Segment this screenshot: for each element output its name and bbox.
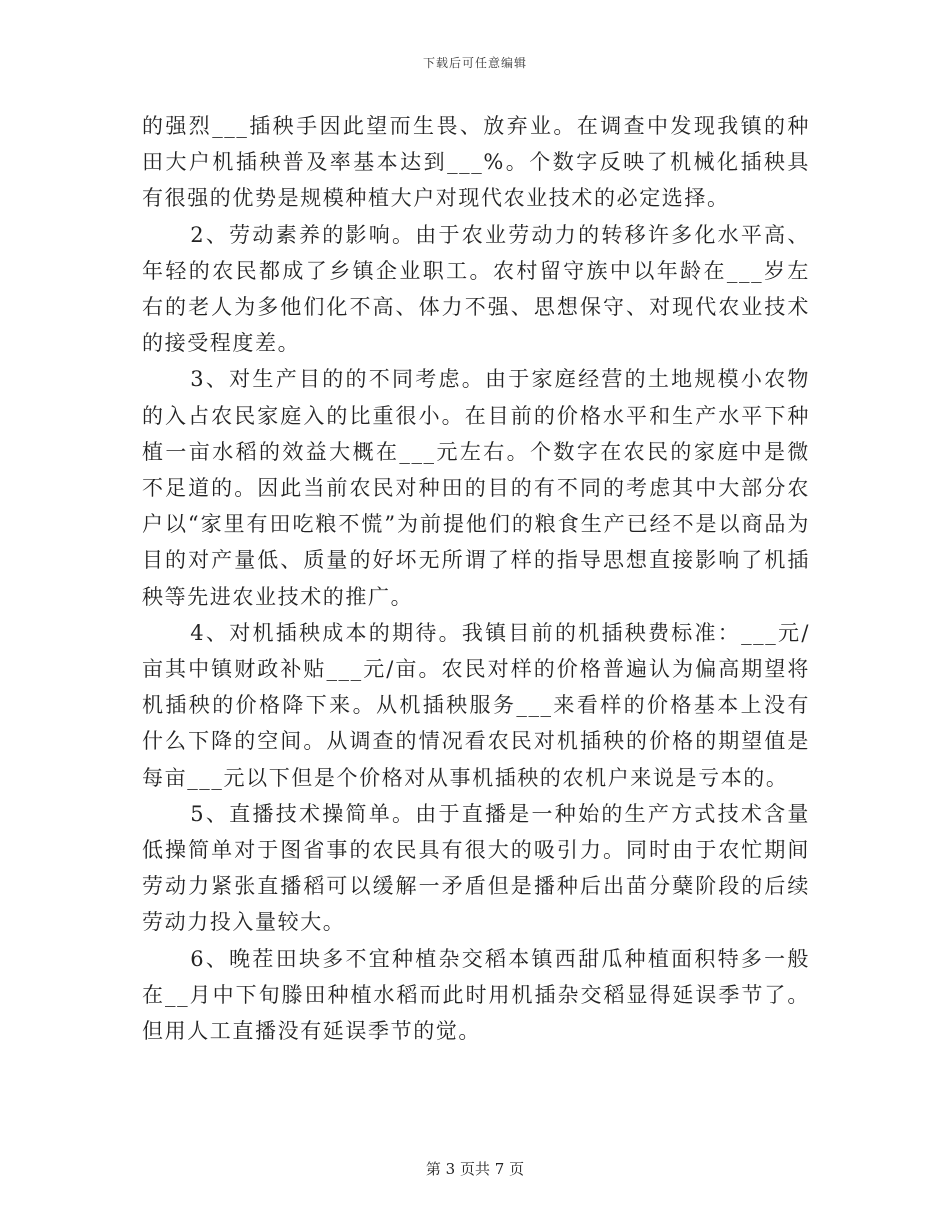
document-body — [142, 108, 810, 1049]
paragraph-item-4: 4、对机插秧成本的期待。我镇目前的机插秧费标准：___元/亩其中镇财政补贴___元/亩。农民对样的价格普遍认为偏高期望将机插秧的价格降下来。从机插秧服务___来看样的价格基本上没有什么下降的空间。从调查的情况看农民对机插秧的价格的期望值是每亩___元以下但是个价格对从事机插秧的农机户来说是亏本的。 — [142, 620, 810, 790]
paragraph-item-2: 2、劳动素养的影响。由于农业劳动力的转移许多化水平高、年轻的农民都成了乡镇企业职工。农村留守族中以年龄在___岁左右的老人为多他们化不高、体力不强、思想保守、对现代农业技术的接受程度差。 — [142, 222, 810, 356]
paragraph-continuation: 的强烈___插秧手因此望而生畏、放弃业。在调查中发现我镇的种田大户机插秧普及率基本达到___%。个数字反映了机械化插秧具有很强的优势是规模种植大户对现代农业技术的必定选择。 — [142, 114, 810, 211]
page-number-footer: 第 3 页共 7 页 — [425, 1160, 525, 1178]
paragraph-item-5: 5、直播技术操简单。由于直播是一种始的生产方式技术含量低操简单对于图省事的农民具有很大的吸引力。同时由于农忙期间劳动力紧张直播稻可以缓解一矛盾但是播种后出苗分蘖阶段的后续劳动力投入量较大。 — [142, 801, 810, 935]
page-header: 下载后可任意编辑 — [422, 56, 527, 70]
paragraph-item-6: 6、晚茬田块多不宜种植杂交稻本镇西甜瓜种植面积特多一般在__月中下旬滕田种植水稻而此时用机插杂交稻显得延误季节了。但用人工直播没有延误季节的觉。 — [142, 946, 810, 1044]
paragraph-item-3: 3、对生产目的的不同考虑。由于家庭经营的土地规模小农物的入占农民家庭入的比重很小。在目前的价格水平和生产水平下种植一亩水稻的效益大概在___元左右。个数字在农民的家庭中是微不足道的。因此当前农民对种田的目的有不同的考虑其中大部分农户以“家里有田吃粮不慌”为前提他们的粮食生产已经不是以商品为目的对产量低、质量的好坏无所谓了样的指导思想直接影响了机插秧等先进农业技术的推广。 — [142, 367, 810, 609]
